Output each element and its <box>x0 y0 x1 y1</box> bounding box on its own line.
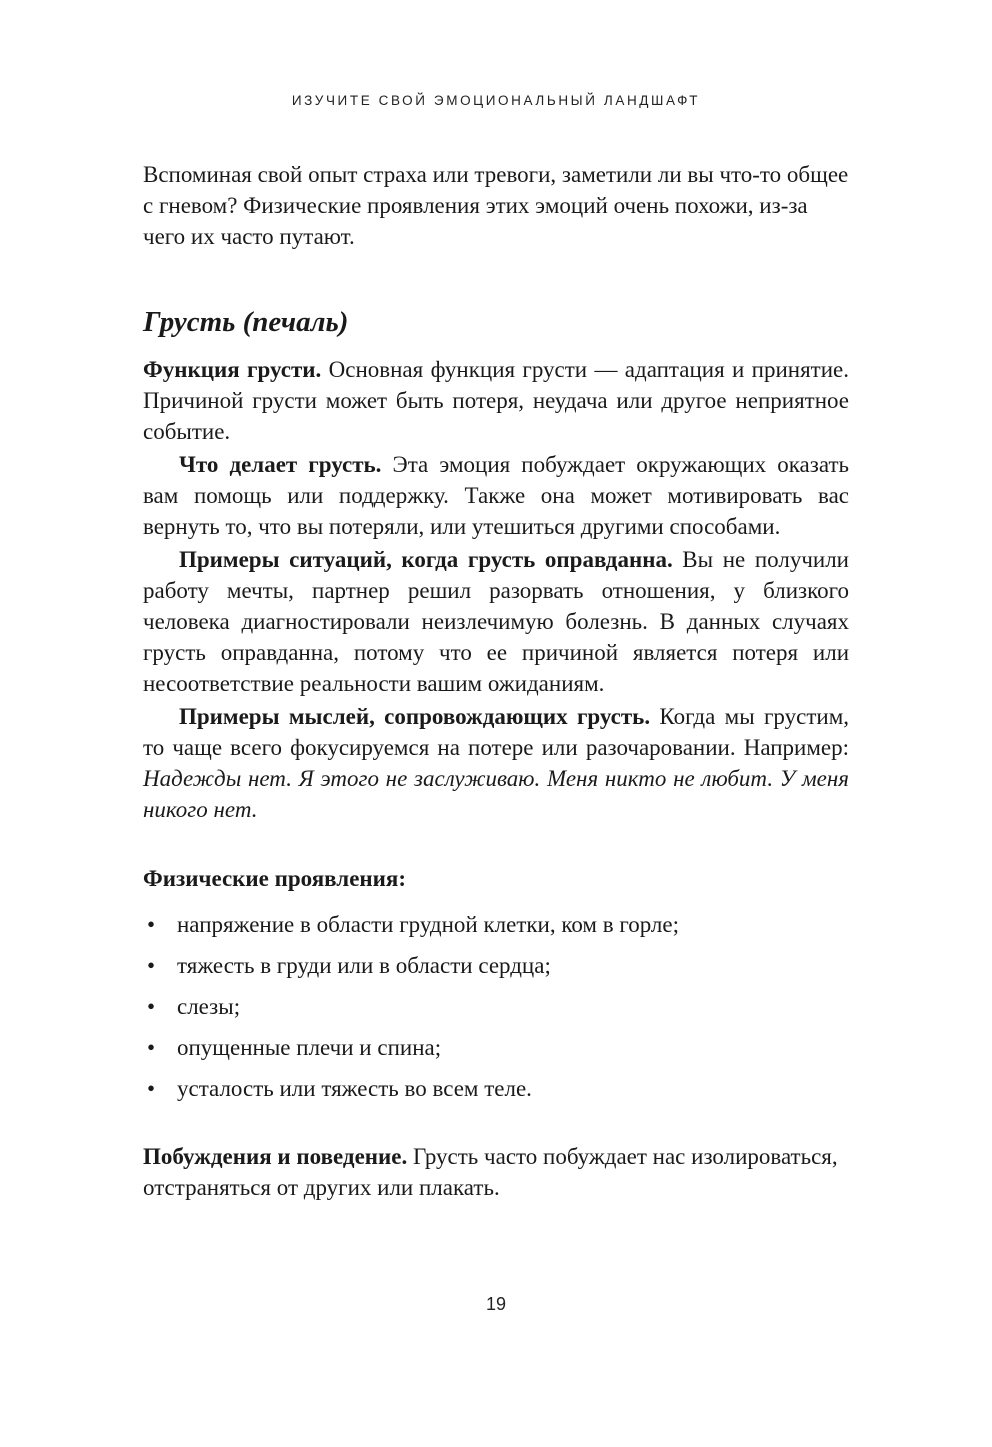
running-header: ИЗУЧИТЕ СВОЙ ЭМОЦИОНАЛЬНЫЙ ЛАНДШАФТ <box>291 93 701 108</box>
what-it-does-paragraph <box>143 449 849 542</box>
bullet: • <box>147 953 156 978</box>
list-item <box>143 904 849 945</box>
function-label: Функция грусти. <box>143 357 322 382</box>
bullet: • <box>147 1035 156 1060</box>
situations-paragraph <box>143 544 849 699</box>
function-text: Основная функция грусти — адаптация и принятие. Причиной грусти может быть потеря, неудача или другое неприятное событие. <box>143 357 849 444</box>
list-item-text: напряжение в области грудной клетки, ком в горле; <box>177 912 679 937</box>
intro-paragraph: Вспоминая свой опыт страха или тревоги, заметили ли вы что-то общее с гневом? Физические проявления этих эмоций очень похожи, из-за чего их часто путают. <box>143 162 849 249</box>
physical-heading: Физические проявления: <box>143 866 407 891</box>
behavior-paragraph <box>143 1141 849 1203</box>
behavior-text: Грусть часто побуждает нас изолироваться, отстраняться от других или плакать. <box>143 1144 838 1200</box>
list-item-text: опущенные плечи и спина; <box>177 1035 442 1060</box>
bullet: • <box>147 912 156 937</box>
situations-text: Вы не получили работу мечты, партнер решил разорвать отношения, у близкого человека диагностировали неизлечимую болезнь. В данных случаях грусть оправданна, потому что ее причиной является потеря или несоответствие реальности вашим ожиданиям. <box>143 547 849 696</box>
list-item <box>143 1027 849 1068</box>
page-number: 19 <box>485 1294 507 1314</box>
thoughts-text: Когда мы грустим, то чаще всего фокусируемся на потере или разочаровании. Например: <box>143 704 850 760</box>
what-it-does-label: Что делает грусть. <box>179 452 382 477</box>
list-item-text: тяжесть в груди или в области сердца; <box>177 953 551 978</box>
what-it-does-text: Эта эмоция побуждает окружающих оказать вам помощь или поддержку. Также она может мотивировать вас вернуть то, что вы потеряли, или утешиться другими способами. <box>143 452 849 539</box>
list-item-text: усталость или тяжесть во всем теле. <box>177 1076 532 1101</box>
list-item-text: слезы; <box>177 994 241 1019</box>
thoughts-paragraph <box>143 701 849 825</box>
bullet: • <box>147 1076 156 1101</box>
situations-label: Примеры ситуаций, когда грусть оправданна. <box>179 547 673 572</box>
list-item <box>143 945 849 986</box>
page-body <box>143 159 849 1203</box>
list-item <box>143 1068 849 1109</box>
behavior-label: Побуждения и поведение. <box>143 1144 408 1169</box>
list-item <box>143 986 849 1027</box>
physical-list <box>143 904 849 1109</box>
section-title: Грусть (печаль) <box>143 306 349 338</box>
thoughts-quote: Надежды нет. Я этого не заслуживаю. Меня никто не любит. У меня никого нет. <box>143 766 849 822</box>
function-paragraph <box>143 354 849 447</box>
bullet: • <box>147 994 156 1019</box>
thoughts-label: Примеры мыслей, сопровождающих грусть. <box>179 704 651 729</box>
